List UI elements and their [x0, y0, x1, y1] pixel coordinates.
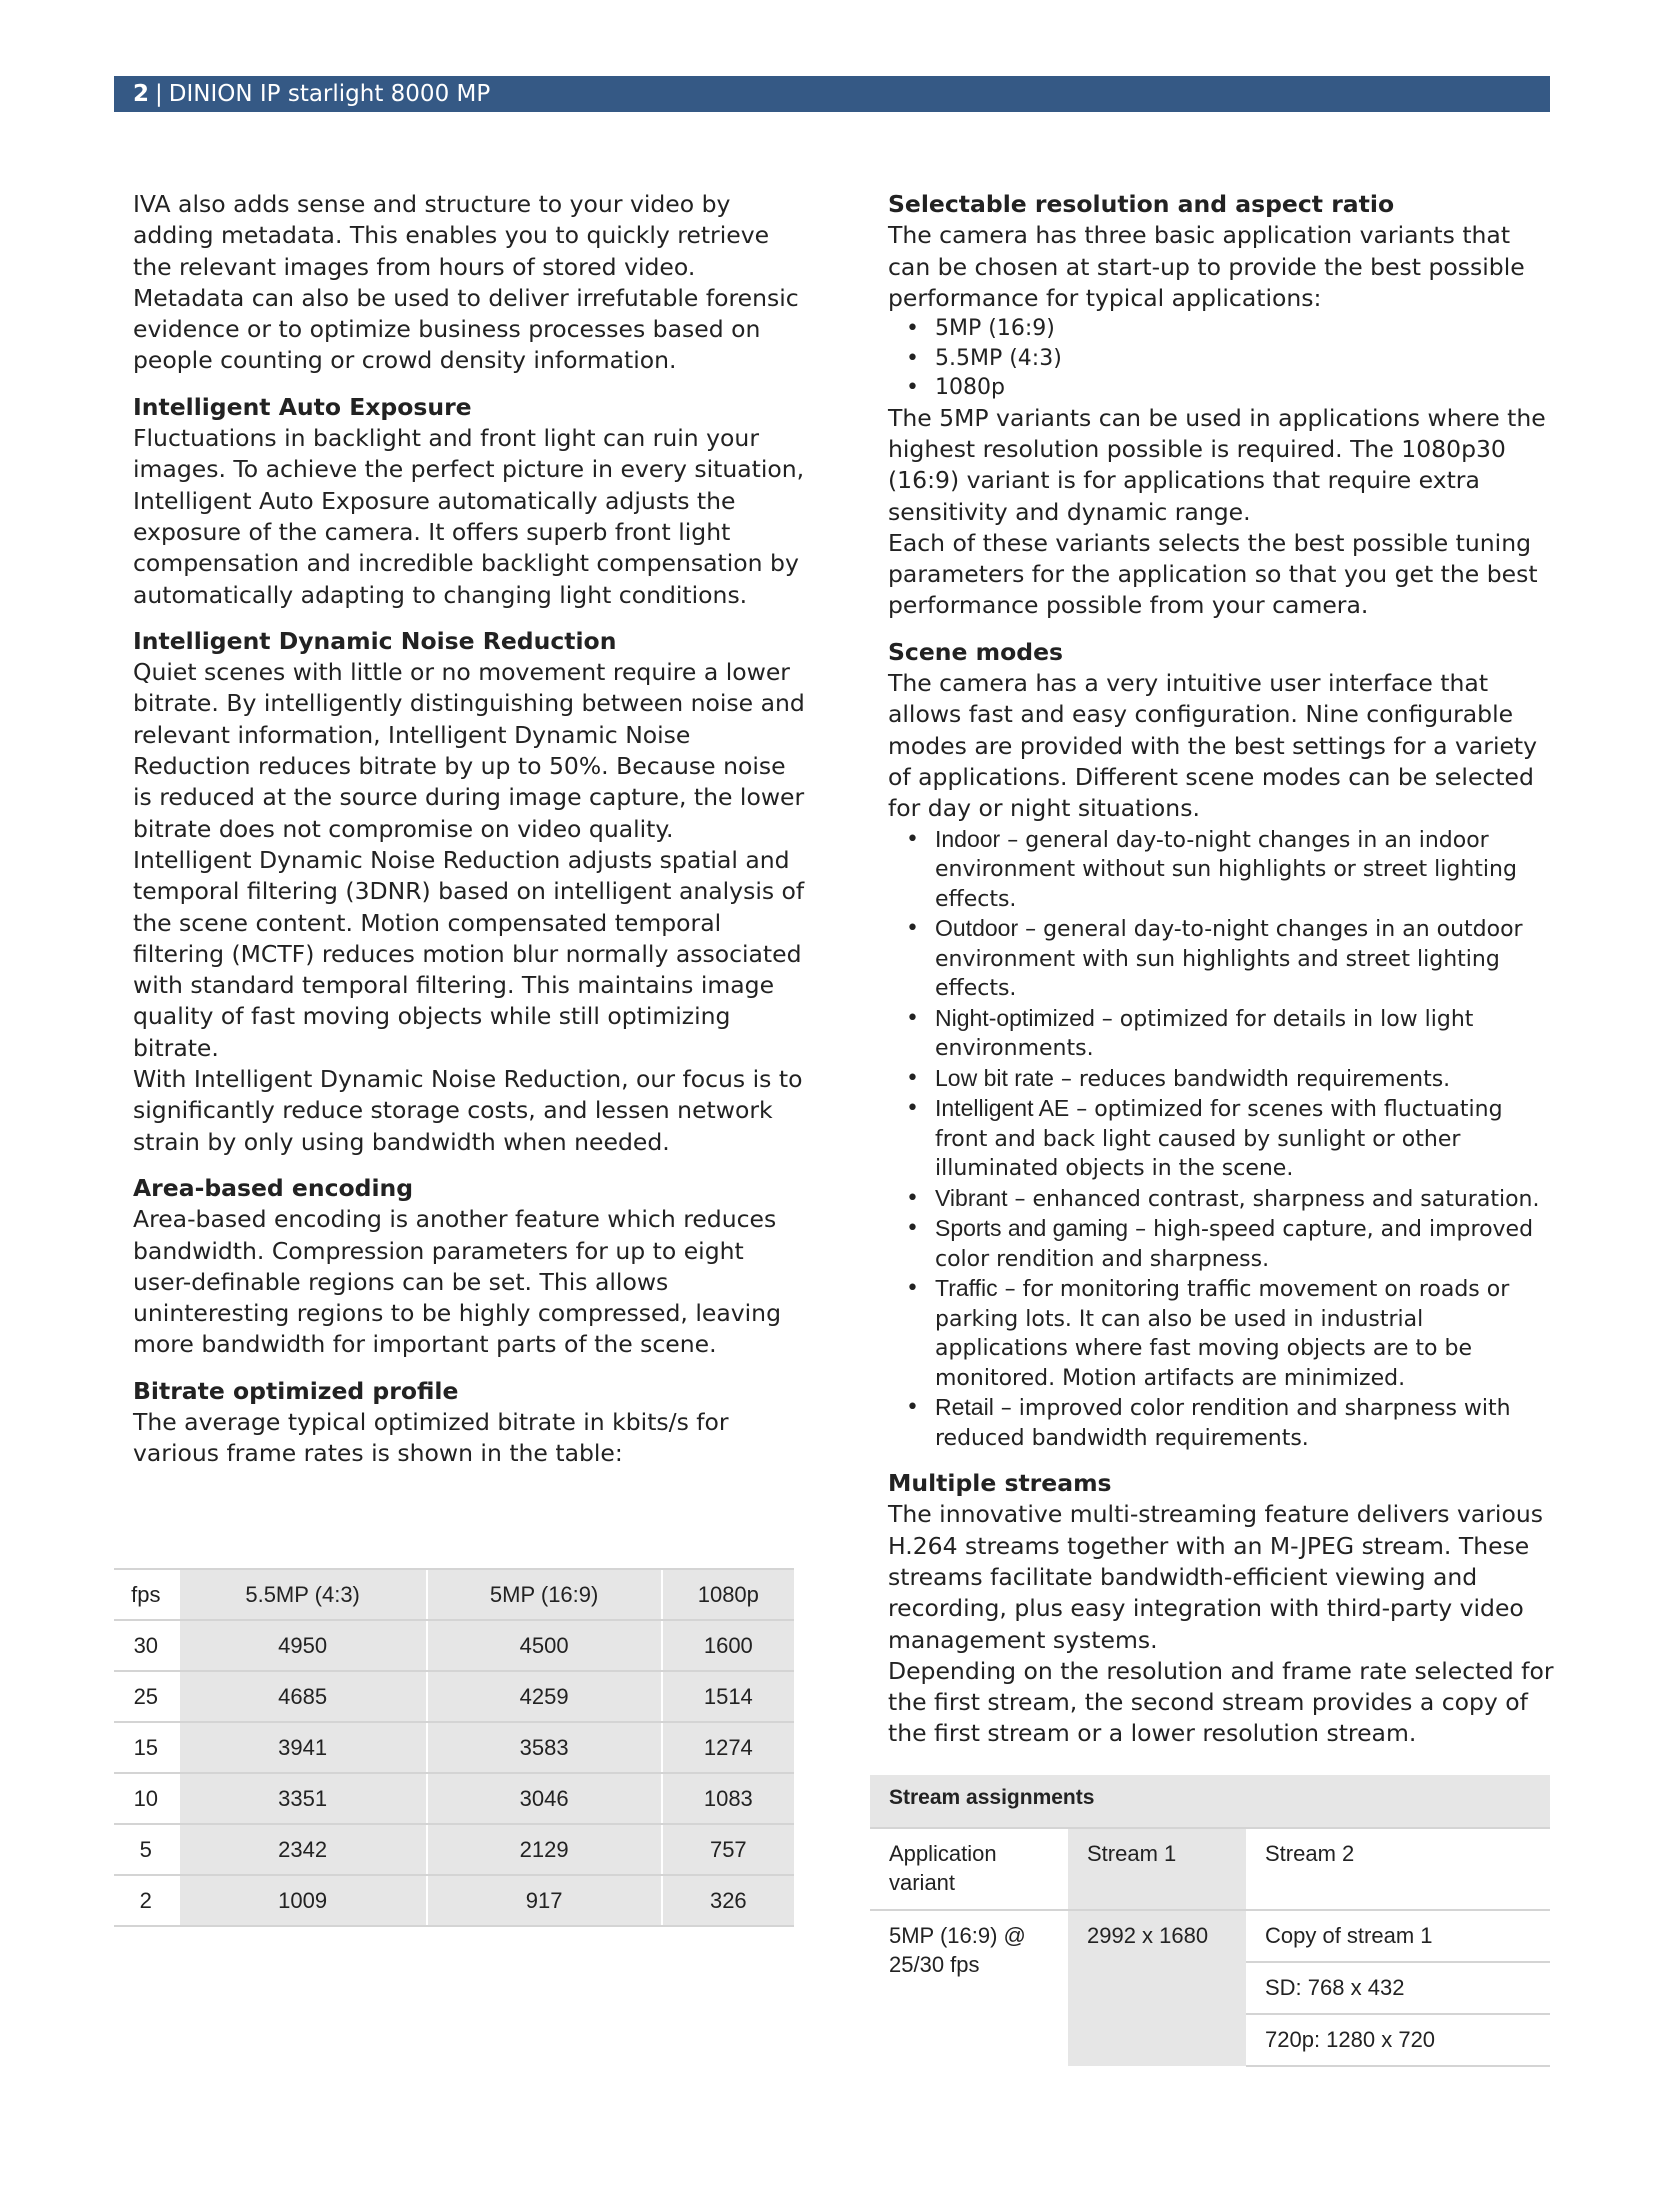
list-item: • 5MP (16:9) — [888, 314, 1556, 344]
stream-header-cell: Stream 1 — [1068, 1828, 1246, 1910]
scene-mode-desc: – general day-to-night changes in an outdoor environment with sun highlights and street lighting effects. — [935, 917, 1523, 1002]
scene-mode-desc: – improved color rendition and sharpness with reduced bandwidth requirements. — [935, 1396, 1511, 1451]
idnr-body-3: With Intelligent Dynamic Noise Reduction, our focus is to significantly reduce storage costs, and lessen network strain by only using bandwidth when needed. — [133, 1065, 803, 1156]
intro-paragraph: IVA also adds sense and structure to your video by adding metadata. This enables you to quickly retrieve the relevant images from hours of stored video. Metadata can also be used to deliver irrefutable forensic evidence or to optimize business processes based on people counting or crowd density information. — [133, 190, 799, 375]
table-cell: 4950 — [179, 1620, 427, 1671]
table-cell: 2342 — [179, 1824, 427, 1875]
scene-mode-desc: – high-speed capture, and improved color rendition and sharpness. — [935, 1217, 1534, 1272]
scene-heading: Scene modes — [888, 637, 1064, 666]
resolution-body-3: Each of these variants selects the best possible tuning parameters for the application so that you get the best performance possible from your camera. — [888, 528, 1538, 620]
table-cell: 2 — [114, 1875, 179, 1926]
table-cell: 757 — [662, 1824, 794, 1875]
product-name: DINION IP starlight 8000 MP — [168, 81, 491, 107]
scene-mode-term: Night-optimized — [935, 1004, 1095, 1031]
list-item — [888, 1184, 1556, 1215]
scene-mode-term: Retail — [935, 1394, 994, 1421]
stream-table-title-row — [870, 1775, 1550, 1828]
scene-mode-desc: – enhanced contrast, sharpness and saturation. — [1007, 1186, 1540, 1212]
idnr-body-1: Quiet scenes with little or no movement require a lower bitrate. By intelligently distinguishing between noise and relevant information, Intelligent Dynamic Noise Reduction reduces bitrate by up to 50%. Because noise is reduced at the source during image capture, the lower bitrate does not compromise on video quality. — [133, 658, 805, 843]
list-item — [888, 1064, 1556, 1095]
table-cell: 2129 — [427, 1824, 662, 1875]
table-cell: 1274 — [662, 1722, 794, 1773]
abe-body: Area-based encoding is another feature which reduces bandwidth. Compression parameters for up to eight user-definable regions can be set. This allows uninteresting regions to be highly compressed, leaving more bandwidth for important parts of the scene. — [133, 1205, 781, 1359]
table-row — [870, 1910, 1550, 1962]
bitrate-header-cell: 5.5MP (4:3) — [179, 1569, 427, 1620]
list-item: • 1080p — [888, 373, 1556, 403]
table-cell: 3583 — [427, 1722, 662, 1773]
stream2-cell: 720p: 1280 x 720 — [1246, 2014, 1550, 2066]
table-row — [114, 1671, 794, 1722]
scene-mode-desc: – reduces bandwidth requirements. — [1053, 1066, 1451, 1092]
table-cell: 4685 — [179, 1671, 427, 1722]
resolution-heading: Selectable resolution and aspect ratio — [888, 190, 1395, 218]
streams-body-2: Depending on the resolution and frame rate selected for the first stream, the second stream provides a copy of the first stream or a lower resolution stream. — [888, 1656, 1554, 1748]
list-item — [888, 1393, 1556, 1453]
scene-mode-desc: – optimized for scenes with fluctuating front and back light caused by sunlight or other illuminated objects in the scene. — [935, 1097, 1503, 1182]
scene-mode-term: Outdoor — [935, 915, 1019, 942]
list-item — [888, 1094, 1556, 1184]
table-cell: 3046 — [427, 1773, 662, 1824]
table-cell: 25 — [114, 1671, 179, 1722]
bitrate-header-row — [114, 1569, 794, 1620]
table-cell: 1009 — [179, 1875, 427, 1926]
table-cell: 5 — [114, 1824, 179, 1875]
stream1-cell: 2992 x 1680 — [1068, 1910, 1246, 2066]
left-column — [133, 189, 805, 1485]
page-number: 2 — [133, 81, 150, 107]
bitrate-header-cell: fps — [114, 1569, 179, 1620]
table-row — [114, 1620, 794, 1671]
table-row — [114, 1773, 794, 1824]
list-item — [888, 1274, 1556, 1393]
table-cell: 1514 — [662, 1671, 794, 1722]
stream-table-header-row — [870, 1828, 1550, 1910]
bop-heading: Bitrate optimized profile — [133, 1376, 459, 1405]
resolution-body-2: The 5MP variants can be used in applications where the highest resolution possible is required. The 1080p30 (16:9) variant is for applications that require extra sensitivity and dynamic range. — [888, 403, 1546, 526]
table-cell: 917 — [427, 1875, 662, 1926]
resolution-body-1: The camera has three basic application variants that can be chosen at start-up to provide the best possible performance for typical applications: — [888, 221, 1525, 312]
stream-assignments-table — [870, 1775, 1550, 2067]
idnr-heading: Intelligent Dynamic Noise Reduction — [133, 626, 617, 655]
stream-header-cell: Application variant — [870, 1828, 1068, 1910]
table-cell: 3941 — [179, 1722, 427, 1773]
table-cell: 1600 — [662, 1620, 794, 1671]
stream-header-cell: Stream 2 — [1246, 1828, 1550, 1910]
bitrate-header-cell: 1080p — [662, 1569, 794, 1620]
scene-mode-list — [888, 825, 1556, 1454]
table-cell: 10 — [114, 1773, 179, 1824]
list-item — [888, 1004, 1556, 1064]
scene-mode-term: Vibrant — [935, 1184, 1008, 1211]
scene-mode-term: Intelligent AE — [935, 1095, 1070, 1122]
iae-heading: Intelligent Auto Exposure — [133, 392, 472, 421]
table-row — [114, 1722, 794, 1773]
table-cell: 3351 — [179, 1773, 427, 1824]
scene-body: The camera has a very intuitive user interface that allows fast and easy configuration. Nine configurable modes are provided with the best settings for a variety of applications. Different scene modes can be selected for day or night situations. — [888, 669, 1538, 823]
table-cell: 4259 — [427, 1671, 662, 1722]
table-row — [114, 1824, 794, 1875]
stream2-cell: SD: 768 x 432 — [1246, 1962, 1550, 2014]
right-column — [888, 189, 1556, 1765]
variant-list — [888, 314, 1556, 403]
table-cell: 30 — [114, 1620, 179, 1671]
table-cell: 326 — [662, 1875, 794, 1926]
abe-heading: Area-based encoding — [133, 1173, 414, 1202]
scene-mode-term: Indoor — [935, 825, 1001, 852]
bop-body: The average typical optimized bitrate in kbits/s for various frame rates is shown in the table: — [133, 1407, 729, 1468]
list-item — [888, 914, 1556, 1004]
table-cell: 15 — [114, 1722, 179, 1773]
list-item — [888, 1214, 1556, 1274]
bitrate-table — [114, 1568, 794, 1927]
variant-cell: 5MP (16:9) @ 25/30 fps — [889, 1923, 1026, 1977]
bitrate-header-cell: 5MP (16:9) — [427, 1569, 662, 1620]
stream-table-title: Stream assignments — [870, 1775, 1550, 1828]
idnr-body-2: Intelligent Dynamic Noise Reduction adjusts spatial and temporal filtering (3DNR) based on intelligent analysis of the scene content. Motion compensated temporal filtering (MCTF) reduces motion blur normally associated with standard temporal filtering. This maintains image quality of fast moving objects while still optimizing bitrate. — [133, 845, 805, 1062]
header-separator: | — [155, 81, 163, 107]
scene-mode-desc: – general day-to-night changes in an indoor environment without sun highlights or street lighting effects. — [935, 827, 1517, 912]
list-item: • 5.5MP (4:3) — [888, 344, 1556, 374]
stream2-cell: Copy of stream 1 — [1246, 1910, 1550, 1962]
streams-heading: Multiple streams — [888, 1469, 1112, 1498]
scene-mode-desc: – optimized for details in low light environments. — [935, 1006, 1474, 1062]
table-cell: 4500 — [427, 1620, 662, 1671]
streams-body-1: The innovative multi-streaming feature delivers various H.264 streams together with an M-JPEG stream. These streams facilitate bandwidth-efficient viewing and recording, plus easy integration with third-party video management systems. — [888, 1500, 1543, 1654]
scene-mode-term: Traffic — [935, 1275, 998, 1302]
list-item — [888, 825, 1556, 915]
page-header — [114, 76, 1550, 112]
iae-body: Fluctuations in backlight and front light can ruin your images. To achieve the perfect picture in every situation, Intelligent Auto Exposure automatically adjusts the exposure of the camera. It offers superb front light compensation and incredible backlight compensation by automatically adapting to changing light conditions. — [133, 424, 805, 609]
table-cell: 1083 — [662, 1773, 794, 1824]
table-row — [114, 1875, 794, 1926]
scene-mode-term: Low bit rate — [935, 1064, 1054, 1091]
scene-mode-term: Sports and gaming — [935, 1215, 1129, 1242]
scene-mode-desc: – for monitoring traffic movement on roads or parking lots. It can also be used in industrial applications where fast moving objects are to be monitored. Motion artifacts are minimized. — [935, 1277, 1510, 1391]
